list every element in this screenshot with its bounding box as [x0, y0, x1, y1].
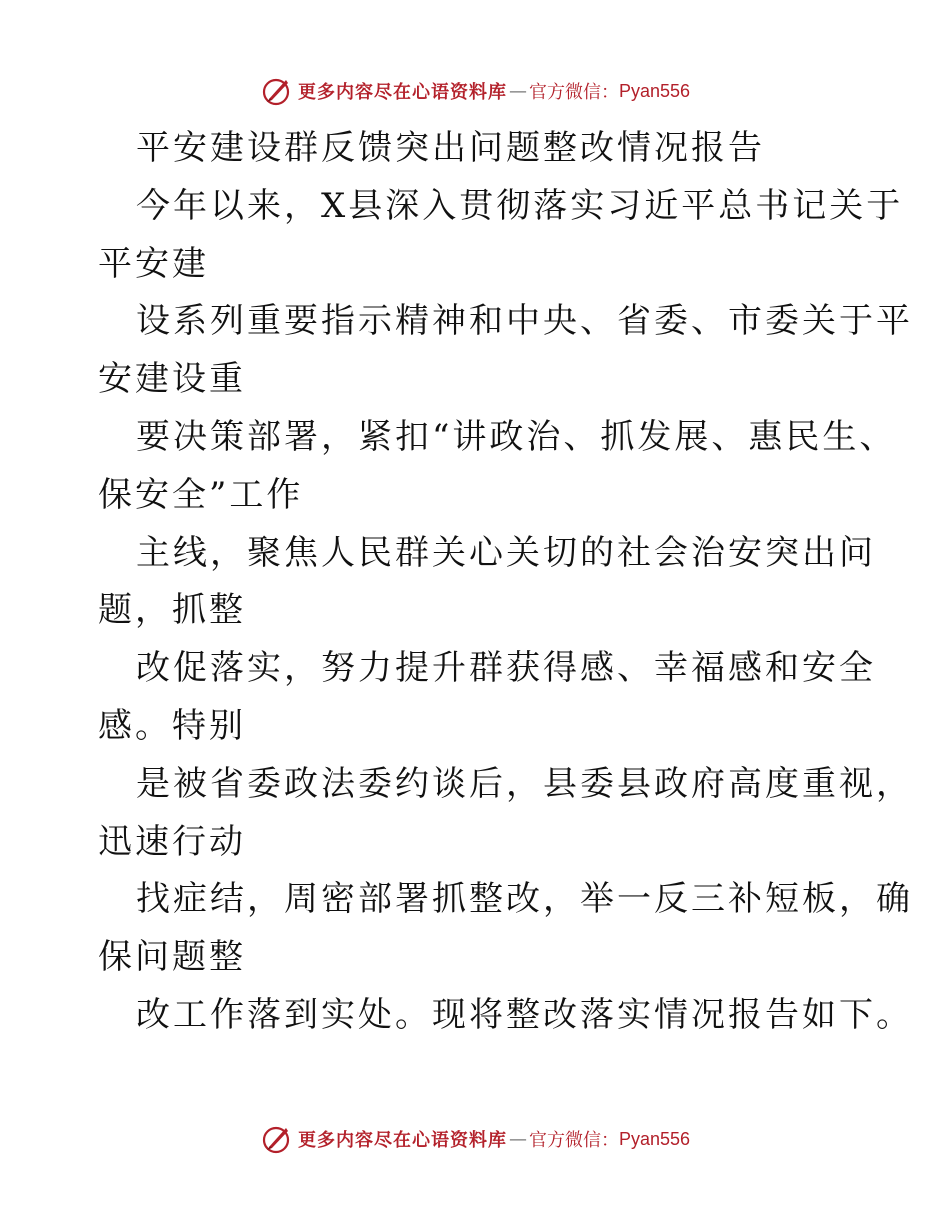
watermark-site-text: 更多内容尽在心语资料库 [297, 82, 507, 103]
watermark-wechat-id: Pyan556 [618, 1128, 691, 1149]
body-line: 改工作落到实处。现将整改落实情况报告如下。 [136, 994, 913, 1035]
watermark-wechat-label: 官方微信： [528, 82, 619, 103]
body-line: 保问题整 [98, 937, 246, 978]
document-body [98, 120, 913, 1045]
body-line: 平安建 [98, 243, 209, 284]
header-watermark [0, 74, 950, 108]
watermark-wechat-id: Pyan556 [618, 80, 691, 101]
footer-watermark [0, 1122, 950, 1156]
body-line: 设系列重要指示精神和中央、省委、市委关于平 [136, 301, 913, 342]
quill-logo-icon [260, 1122, 294, 1156]
body-line: 安建设重 [98, 359, 246, 400]
body-line: 迅速行动 [98, 821, 246, 862]
quill-logo-icon [260, 74, 294, 108]
body-line: 改促落实，努力提升群获得感、幸福感和安全 [136, 648, 876, 689]
body-line: 感。特别 [98, 705, 246, 746]
body-line: 要决策部署，紧扣“讲政治、抓发展、惠民生、 [136, 416, 897, 457]
body-line: 是被省委政法委约谈后，县委县政府高度重视， [136, 763, 913, 804]
watermark-wechat-label: 官方微信： [528, 1130, 619, 1151]
watermark-site-text: 更多内容尽在心语资料库 [297, 1130, 507, 1151]
watermark-separator: — [508, 1128, 527, 1150]
body-line: 主线，聚焦人民群关心关切的社会治安突出问 [136, 532, 876, 573]
body-line: 题，抓整 [98, 590, 246, 631]
body-line: 保安全”工作 [98, 474, 304, 515]
body-line: 找症结，周密部署抓整改，举一反三补短板，确 [136, 879, 913, 920]
document-title: 平安建设群反馈突出问题整改情况报告 [136, 128, 765, 168]
watermark-separator: — [508, 80, 527, 102]
body-line: 今年以来，X县深入贯彻落实习近平总书记关于 [136, 185, 904, 226]
